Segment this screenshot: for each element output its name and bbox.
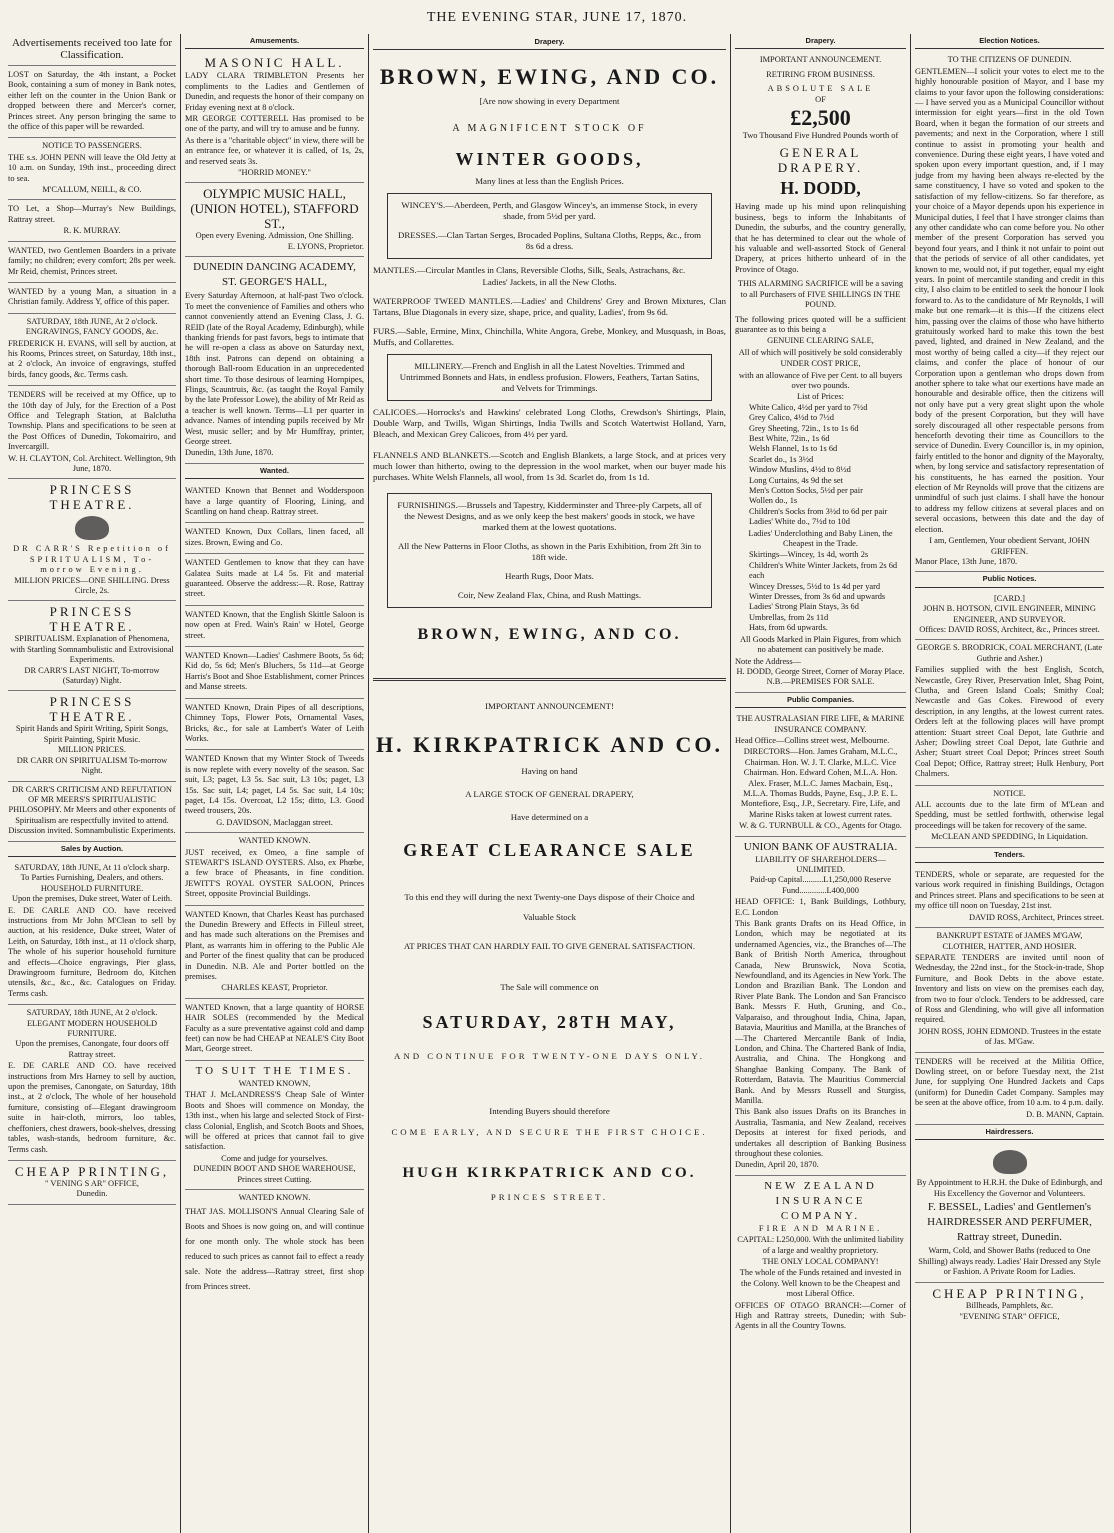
brown-ewing-showing: [Are now showing in every Department	[479, 96, 620, 106]
price-item: Winter Dresses, from 3s 6d and upwards	[749, 592, 886, 602]
ad-wanted-skittle: WANTED Known, that the English Skittle Saloon is now open at Fred. Wain's Rain' w Hotel, George street.	[185, 606, 364, 647]
ad-olympic-music-hall: OLYMPIC MUSIC HALL, (UNION HOTEL), STAFFORD ST., Open every Evening. Admission, One Shilling. E. LYONS, Proprietor.	[185, 183, 364, 257]
magnificent-stock: A MAGNIFICENT STOCK OF	[452, 123, 647, 134]
price-item: Children's Socks from 3½d to 6d per pair	[749, 506, 888, 516]
price-list-2	[735, 550, 906, 633]
ad-wanted-situation: WANTED by a young Man, a situation in a Christian family. Address Y, office of this paper.	[8, 283, 176, 314]
ad-lost: LOST on Saturday, the 4th instant, a Pocket Book, containing a sum of money in Bank notes, either left on the counter in the Union Bank or dropped between there and Mercer's corner, Princes street. Any person bringing the same to the office of this paper will be rewarded.	[8, 66, 176, 138]
ad-princess-theatre-2: PRINCESS THEATRE. SPIRITUALISM. Explanation of Phenomena, with Startling Somnambulistic and Extrovisional Experiments. DR CARR'S LAST NIGHT, To-morrow (Saturday) Night.	[8, 601, 176, 691]
price-item: White Calico, 4½d per yard to 7½d	[749, 402, 868, 412]
ad-notice-passengers: NOTICE TO PASSENGERS. THE s.s. JOHN PENN will leave the Old Jetty at 10 a.m. on Sunday, 19th inst., proceeding direct to sea. M'CALLUM, NEILL, & CO.	[8, 138, 176, 200]
ad-decarle-1: SATURDAY, 18th JUNE, At 11 o'clock sharp. To Parties Furnishing, Dealers, and others. HOUSEHOLD FURNITURE. Upon the premises, Duke street, Water of Leith. E. DE CARLE AND CO. have received instructions from Mr John M'Clean to sell by auction, at his residence, Duke street, Water of Leith, on Saturday, 18th inst., at 11 o'clock sharp, The whole of his superior household furniture and effects—Choice engravings, Pier glass, Drawingroom furniture, Bedroom do, Kitchen utensils, &c., &c., &c. Catalogues on Friday. Terms cash.	[8, 860, 176, 1005]
ad-princess-theatre-3: PRINCESS THEATRE. Spirit Hands and Spirit Writing, Spirit Songs, Spirit Painting, Spirit Music. MILLION PRICES. DR CARR ON SPIRITUALISM To-morrow Night.	[8, 691, 176, 781]
ad-tenders-post-office: TENDERS will be received at my Office, up to the 10th day of July, for the Erection of a Post Office and Telegraph Station, at Balclutha Township. Plans and specifications to be seen at the Post Offices of Dunedin, Tokomairiro, and Invercargill. W. H. CLAYTON, Col. Architect. Wellington, 9th June, 1870.	[8, 386, 176, 479]
ad-cheap-printing-2: CHEAP PRINTING, Billheads, Pamphlets, &c. "EVENING STAR" OFFICE,	[932, 1286, 1087, 1321]
ad-wanted-boarders: WANTED, two Gentlemen Boarders in a private family; no children; every comfort; 28s per week. Mr Reid, chemist, Princes street.	[8, 242, 176, 283]
ad-wanted-oysters: WANTED KNOWN. JUST received, ex Omeo, a fine sample of STEWART'S ISLAND OYSTERS. Also, ex Phœbe, a few brace of Pheasants, in fine condition. JEWITT'S ROYAL OYSTER SALOON, Princes Street, opposite Provincial Buildings.	[185, 833, 364, 905]
column-2	[180, 34, 368, 1533]
price-item: Grey Calico, 4½d to 7½d	[749, 413, 834, 423]
ad-wanted-horse-hair: WANTED Known, that a large quantity of HORSE HAIR SOLES (recommended by the Medical Faculty as a sure preventative against cold and damp feet) can now be had CHEAP at NEALE'S City Boot Mart, George street.	[185, 999, 364, 1061]
ad-wanted-drain-pipes: WANTED Known, Drain Pipes of all descriptions, Chimney Tops, Flower Pots, Ornamental Vases, Bricks, &c., for sale at Lambert's Water of Leith Works.	[185, 699, 364, 751]
price-item: Scarlet do., 1s 3½d	[749, 454, 814, 464]
section-sales-by-auction: Sales by Auction.	[8, 842, 176, 857]
ad-hotson: [CARD.] JOHN B. HOTSON, CIVIL ENGINEER, MINING ENGINEER, AND SURVEYOR. Offices: DAVID ROSS, Architect, &c., Princes street.	[915, 591, 1104, 641]
ad-union-bank: UNION BANK OF AUSTRALIA. LIABILITY OF SHAREHOLDERS—UNLIMITED. Paid-up Capital..........L1,250,000 Reserve Fund.............L400,000 HEAD OFFICE: 1, Bank Buildings, Lothbury, E.C. London This Bank grants Drafts on its Head Office, in London, which may be negotiated at its undernamed Agencies, viz., the Branches of—The Bank of British North America, throughout Canada, New Brunswick, Nova Scotia, Newfoundland, and its Agencies in New York. The London and Brazilian Bank. The London and River Plate Bank. The London and San Francisco Bank. Messrs F. Huth, Gruning, and Co., Valparaiso, and throughout India, China, Japan, Batavia, Mauritius and Manilla, at the Branches of—The Chartered Mercantile Bank of India, London, and China. The Chartered Bank of India, Australia, and China. The Hongkong and Shanghae Banking Company. The Bank of Rotterdam, Batavia. The Mauritius Commercial Bank. And by Messrs Russell and Sturgiss, Manilla. This Bank also issues Drafts on its Branches in Australia, Tasmania, and New Zealand, receives Deposits at interest for fixed periods, and undertakes all description of Banking Business throughout these colonies. Dunedin, April 20, 1870.	[735, 837, 906, 1176]
price-item: Ladies' White do., 7½d to 10d	[749, 517, 850, 527]
section-hairdressers: Hairdressers.	[915, 1125, 1104, 1140]
ad-bessel: By Appointment to H.R.H. the Duke of Edinburgh, and His Excellency the Governor and Volunteers. F. BESSEL, Ladies' and Gentlemen's HAIRDRESSER AND PERFUMER, Rattray street, Dunedin. Warm, Cold, and Shower Baths (reduced to One Shilling) always ready. Ladies' Hair Dressed any Style or Fashion. A Private Room for Ladies.	[915, 1143, 1104, 1283]
section-wanted: Wanted.	[185, 464, 364, 479]
winter-goods: WINTER GOODS,	[455, 149, 644, 169]
ad-carr-refutation: DR CARR'S CRITICISM AND REFUTATION OF MR MEERS'S SPIRITUALISTIC PHILOSOPHY. Mr Meers and other exponents of Spiritualism are respectfully invited to attend. Discussion invited. Somnambulistic Experiments.	[8, 782, 176, 842]
ad-mollison: WANTED KNOWN. THAT JAS. MOLLISON'S Annual Clearing Sale of Boots and Shoes is now going on, and will continue for one month only. The whole stock has been reduced to such prices as cannot fail to effect a ready sale. Note the address—Rattray street, first shop from Princes street.	[185, 1192, 364, 1292]
ad-masonic-hall: MASONIC HALL. LADY CLARA TRIMBLETON Presents her compliments to the Ladies and Gentlemen of Dunedin, and requests the honor of their company on Friday evening next at 8 o'clock. MR GEORGE COTTERELL Has promised to be one of the party, and will try to amuse and be funny. As there is a "charitable object" in view, there will be an entrance fee, or whatever it is called, of 1s, 2s, and reserved seats 3s. "HORRID MONEY."	[185, 52, 364, 183]
price-item: Window Muslins, 4½d to 8½d	[749, 465, 851, 475]
furs: FURS.—Sable, Ermine, Minx, Chinchilla, White Angora, Grebe, Monkey, and Musquash, in Boas, Muffs, and Collarettes.	[373, 326, 726, 347]
masthead: THE EVENING STAR, JUNE 17, 1870.	[426, 10, 688, 25]
section-election-notices: Election Notices.	[915, 34, 1104, 49]
price-item: Long Curtains, 4s 9d the set	[749, 475, 843, 485]
ad-dancing-academy: DUNEDIN DANCING ACADEMY, ST. GEORGE'S HALL, Every Saturday Afternoon, at half-past Two o'clock. To meet the convenience of Families and others who cannot conveniently attend an Evening Class, J. G. REID (late of the Royal Academy, Edinburgh), while thanking friends for past favors, begs to intimate that he will re-open a class as above on Saturday next, 18th inst. Patrons can depend on obtaining a thorough Ball-room Education in an unprecedented short time. To those desirous of learning Hornpipes, Flings, Scauntruis, &c. (as taught the Royal Family by the late Professor Lowe), the ability of Mr Reid as a teacher is well known. Terms—L1 per quarter in advance. Names of intending pupils received by Mr West, music seller; and by Mr Humffray, printer, George street. Dunedin, 13th June, 1870.	[185, 257, 364, 464]
price-item: Umbrellas, from 2s 11d	[749, 612, 829, 622]
price-item: Welsh Flannel, 1s to 1s 6d	[749, 444, 838, 454]
price-item: Skirtings—Wincey, 1s 4d, worth 2s	[749, 550, 869, 560]
price-item: Men's Cotton Socks, 5½d per pair	[749, 486, 863, 495]
ad-griffen-election: TO THE CITIZENS OF DUNEDIN. GENTLEMEN—I solicit your votes to elect me to the highly honourable position of Mayor, and I base my claims to your favor upon the following considerations:— I have served you as a Municipal Councillor without intermission for eight years—first in the old Town Board, when it began the formation of our streets and pavements; and next in the Corporation, where I still continue to assist in promoting your health and convenience. During these eight years, I have voted and spoken upon every important question, and, if I may judge from my having been always re-elected by the same constituency, I have so voted and spoken to the satisfaction of my fellow-citizens. So far therefore, as your choice of a Mayor depends upon his experience in Municipal duties, I feel that I have stronger claims than any other candidate who can come before you. No other member of the present Corporation has served you beyond four years, and I think it not unfair to point out that the periods of service of all other candidates, yet known to me, would not, if put together, equal my eight years. In point of mercantile standing and credit in this city, I also claim to be entitled to seek the honour I look forward to. As to the candidature of Mr Reynolds, I will make but one remark—it is this—If the citizens elect him, passing over the claims of those who have hitherto gratuitously worked hard to make this town the best paved, lighted, and drained in New Zealand, and the most worthy of being called a city—if they reject our claims, and confer the place of honour of our Corporation upon a gentleman who drops down from another sphere to take what our exertions have made an honourable and desirable office, then the citizens will not only have put a very great slight upon the whole body of the present Corporation, but they will have sorely discouraged all other respectable persons from henceforth devoting their time as Councillors to the service of Dunedin. Every Councillor is, in my opinion, fairly entitled to the honor and dignity of the Mayoralty, when, by long service and satisfactory representation of his constituents, he has earned the position. Your election of Mr Reynolds will prove that the citizens are unmindful of such just claims. I shall have the honour to address my fellow citizens at several places and on several occasions, between this date and the day of election. I am, Gentlemen, Your obedient Servant, JOHN GRIFFEN. Manor Place, 13th June, 1870.	[915, 52, 1104, 572]
flannels: FLANNELS AND BLANKETS.—Scotch and English Blankets, a large Stock, and at prices very much lower than hitherto, owing to the depression in the wool market, when our buyer made his purchases. White Welsh Flannels, all wool, from 1s 3d. Scarlet do, from 1s 1d.	[373, 450, 726, 482]
price-item: Hats, from 6d upwards.	[749, 623, 828, 633]
ad-wanted-galatea: WANTED Gentlemen to know that they can have Galatea Suits made at L4 5s. Fit and material guaranteed. Observe the address:—R. Rose, Rattray street.	[185, 554, 364, 606]
section-tenders: Tenders.	[915, 848, 1104, 863]
jackets: Ladies' Jackets, in all the New Cloths.	[482, 277, 617, 287]
column-3	[368, 34, 730, 1533]
ad-bankrupt-mcgaw: BANKRUPT ESTATE of JAMES M'GAW, CLOTHIER, HATTER, AND HOSIER. SEPARATE TENDERS are invited until noon of Wednesday, the 22nd inst., for the Stock-in-trade, Shop Furniture, and Book Debts in the above estate. Inventory and lists on view on the premises each day, from two to four o'clock. Tenders to be addressed, care of Ross and Glendining, who will give all information required. JOHN ROSS, JOHN EDMOND. Trustees in the estate of Jas. M'Gaw.	[915, 928, 1104, 1052]
section-public-companies: Public Companies.	[735, 693, 906, 708]
box-wincey-dresses: WINCEY'S.—Aberdeen, Perth, and Glasgow Wincey's, an immense Stock, in every shade, from 5½d per yard. DRESSES.—Clan Tartan Serges, Brocaded Poplins, Sultana Cloths, Repps, &c., from 8s 6d a dress.	[387, 193, 712, 259]
column-5	[910, 34, 1108, 1533]
section-drapery-2: Drapery.	[735, 34, 906, 49]
price-item: Wincey Dresses, 5½d to 1s 4d per yard	[749, 581, 881, 591]
price-item: Best White, 72in., 1s 6d	[749, 433, 830, 443]
ad-mclean-notice: NOTICE. ALL accounts due to the late firm of M'Lean and Spedding, must be settled forthwith, otherwise legal proceedings will be taken for recovery of the same. McCLEAN AND SPEDDING, In Liquidation.	[915, 786, 1104, 848]
ad-wanted-tweeds: WANTED Known that my Winter Stock of Tweeds is now replete with every novelty of the season. Sac suit, L3; paget, L3 5s. Sac suit, L3 10s; paget, L3 15s. Sac suit, L4; paget, L4 5s. Sac suit, L4 10s; paget, L4 15s. Overcoat, L2 15s; ditto, L3. Good tweed trousers, 20s. G. DAVIDSON, Maclaggan street.	[185, 750, 364, 833]
section-public-notices: Public Notices.	[915, 572, 1104, 587]
box-furnishings: FURNISHINGS.—Brussels and Tapestry, Kidderminster and Three-ply Carpets, all of the Newest Designs, and as we only keep the best makers' goods in stock, we have marked them at the lowest quotations. All the New Patterns in Floor Cloths, as shown in the Paris Exhibition, from 2ft 3in to 18ft wide. Hearth Rugs, Door Mats. Coir, New Zealand Flax, China, and Rush Mattings.	[387, 493, 712, 608]
royal-crest-icon	[75, 516, 109, 540]
ad-mclandress: TO SUIT THE TIMES. WANTED KNOWN, THAT J. McLANDRESS'S Cheap Sale of Winter Boots and Shoes will commence on Monday, the 13th inst., when his large and selected Stock of First-class Colonial, English, and Scotch Boots and Shoes, will be offered at prices that cannot fail to give satisfaction. Come and judge for yourselves. DUNEDIN BOOT AND SHOE WAREHOUSE, Princes street Cutting.	[185, 1061, 364, 1190]
ad-ross-tenders: TENDERS, whole or separate, are requested for the various work required in finishing Buildings, Octagon and Princes street. Plans and specifications to be seen at my office till noon on Tuesday, 21st inst. DAVID ROSS, Architect, Princes street.	[915, 866, 1104, 928]
ad-dodd: IMPORTANT ANNOUNCEMENT. RETIRING FROM BUSINESS. ABSOLUTE SALE OF £2,500 Two Thousand Five Hundred Pounds worth of GENERAL DRAPERY. H. DODD, Having made up his mind upon relinquishing business, begs to inform the Inhabitants of Dunedin, the suburbs, and the country generally, that he has determined to clear out the whole of his valuable and well-assorted Stock of General Drapery, at prices hitherto unheard of in the Province of Otago. THIS ALARMING SACRIFICE will be a saving to all Purchasers of FIVE SHILLINGS IN THE POUND. The following prices quoted will be a sufficient guarantee as to this being a GENUINE CLEARING SALE, All of which will positively be sold considerably UNDER COST PRICE, with an allowance of Five per Cent. to all buyers over two pounds. List of Prices: White Calico, 4½d per yard to 7½d Grey Calico, 4½d to 7½d Grey Sheeting, 72in., 1s to 1s 6d Best White, 72in., 1s 6d Welsh Flannel, 1s to 1s 6d Scarlet do., 1s 3½d Window Muslins, 4½d to 8½d Long Curtains, 4s 9d the set Men's Cotton Socks, 5½d per pair Wollen do., 1s Children's Socks from 3½d to 6d per pair Ladies' White do., 7½d to 10d Ladies' Underclothing and Baby Linen, the Cheapest in the Trade. Skirtings—Wincey, 1s 4d, worth 2s Children's White Winter Jackets, from 2s 6d each Wincey Dresses, 5½d to 1s 4d per yard Winter Dresses, from 3s 6d and upwards Ladies' Strong Plain Stays, 3s 6d Umbrellas, from 2s 11d Hats, from 6d upwards. All Goods Marked in Plain Figures, from which no abatement can positively be made. Note the Address— H. DODD, George Street, Corner of Moray Place. N.B.—PREMISES FOR SALE.	[735, 52, 906, 692]
ad-princess-theatre-1: PRINCESS THEATRE. DR CARR'S Repetition of SPIRITUALISM, To-morrow Evening. MILLION PRICES—ONE SHILLING. Dress Circle, 2s.	[8, 479, 176, 601]
price-list	[735, 403, 906, 528]
brown-ewing-title: BROWN, EWING, AND CO.	[379, 64, 720, 89]
section-amusements: Amusements.	[185, 34, 364, 49]
ad-nz-insurance: NEW ZEALAND INSURANCE COMPANY. FIRE AND MARINE. CAPITAL: L250,000. With the unlimited liability of a large and wealthy proprietory. THE ONLY LOCAL COMPANY! The whole of the Funds retained and invested in the Colony. Well known to be the Cheapest and most Liberal Office. OFFICES OF OTAGO BRANCH:—Corner of High and Rattray streets, Dunedin; with Sub-Agents in all the Country Towns.	[735, 1179, 906, 1331]
royal-crest-icon	[993, 1150, 1027, 1174]
ad-evans-sale: SATURDAY, 18th JUNE, At 2 o'clock. ENGRAVINGS, FANCY GOODS, &c. FREDERICK H. EVANS, will sell by auction, at his Rooms, Princes street, on Saturday, 18th inst., at 2 o'clock, An invoice of engravings, stuffed birds, fancy goods, &c. Terms cash.	[8, 314, 176, 386]
ad-wanted-keast: WANTED Known, that Charles Keast has purchased the Dunedin Brewery and Effects in Filleul street, and has made such alterations on the Premises and Plant, as warrants him in offering to the Public Ale and Porter of the finest quality that can be produced in Dunedin. N.B. Ale and Porter bottled on the premises. CHARLES KEAST, Proprietor.	[185, 906, 364, 999]
ad-militia-tenders: TENDERS will be received at the Militia Office, Dowling street, on or before Tuesday next, the 21st June, for supplying One Hundred Jackets and Caps (uniform) for Dunedin Cadet Company. Samples may be seen at the above office, from 10 a.m. to 4 p.m. daily. D. B. MANN, Captain.	[915, 1053, 1104, 1125]
ad-to-let: TO Let, a Shop—Murray's New Buildings, Rattray street. R. K. MURRAY.	[8, 200, 176, 241]
brown-ewing-footer: BROWN, EWING, AND CO.	[417, 626, 682, 643]
ad-wanted-collars: WANTED Known, Dux Collars, linen faced, all sizes. Brown, Ewing and Co.	[185, 523, 364, 554]
price-item: Wollen do., 1s	[749, 496, 798, 506]
price-item: Children's White Winter Jackets, from 2s 6d each	[749, 560, 898, 581]
late-ads-title: Advertisements received too late for Classification.	[8, 34, 176, 66]
section-drapery: Drapery.	[373, 34, 726, 50]
kirkpatrick-ad: IMPORTANT ANNOUNCEMENT! H. KIRKPATRICK AND CO. Having on hand A LARGE STOCK OF GENERAL DRAPERY, Have determined on a GREAT CLEARANCE SALE To this end they will during the next Twenty-one Days dispose of their Choice and Valuable Stock AT PRICES THAT CAN HARDLY FAIL TO GIVE GENERAL SATISFACTION. The Sale will commence on SATURDAY, 28TH MAY, AND CONTINUE FOR TWENTY-ONE DAYS ONLY. Intending Buyers should therefore COME EARLY, AND SECURE THE FIRST CHOICE. HUGH KIRKPATRICK AND CO. PRINCES STREET.	[373, 678, 726, 1203]
mantles: MANTLES.—Circular Mantles in Clans, Reversible Cloths, Silk, Seals, Astrachans, &c.	[373, 265, 686, 275]
ad-decarle-2: SATURDAY, 18th JUNE, At 2 o'clock. ELEGANT MODERN HOUSEHOLD FURNITURE. Upon the premises, Canongate, four doors off Rattray street. E. DE CARLE AND CO. have received instructions from Mrs Harney to sell by auction, upon the premises, Canongate, on Saturday, 18th inst., at 2 o'clock, The whole of her household furniture, consisting of—Elegant drawingroom suite in hair-cloth, mirrors, loo tables, cheffoniers, chest drawers, book-shelves, dressing tables, wash-stands, bedroom furniture, &c. Terms cash.	[8, 1005, 176, 1161]
ad-cheap-printing-1: CHEAP PRINTING, " VENING S AR" OFFICE, Dunedin.	[8, 1161, 176, 1205]
ad-australasian-insurance: THE AUSTRALASIAN FIRE LIFE, & MARINE INSURANCE COMPANY. Head Office—Collins street west, Melbourne. DIRECTORS—Hon. James Graham, M.L.C., Chairman. Hon. W. J. T. Clarke, M.L.C. Vice Chairman. Hon. Edward Cohen, M.L.A. Hon. Alex. Fraser, M.L.C. James Macbain, Esq., M.L.A. Thomas Budds, Payne, Esq., J.P. E. L. Montefiore, Esq., J.P., Secretary. Fire, Life, and Marine Risks taken at lowest current rates. W. & G. TURNBULL & CO., Agents for Otago.	[735, 711, 906, 836]
price-item: Grey Sheeting, 72in., 1s to 1s 6d	[749, 423, 859, 433]
column-4	[730, 34, 910, 1533]
ad-wanted-boots: WANTED Known—Ladies' Cashmere Boots, 5s 6d; Kid do, 5s 6d; Men's Bluchers, 5s 11d—at George Harris's Boot and Shoe Establishment, corner Princes and Manse streets.	[185, 647, 364, 699]
newspaper-columns	[4, 34, 1110, 1533]
price-item: Ladies' Strong Plain Stays, 3s 6d	[749, 602, 859, 612]
less-than-english: Many lines at less than the English Prices.	[475, 176, 624, 186]
ad-brodrick: GEORGE S. BRODRICK, COAL MERCHANT, (Late Guthrie and Asher.) Families supplied with the best English, Scotch, Newcastle, Grey River, Preservation Inlet, Shag Point, Clutha, and Green Island Coals; Smithy Coal; Newcastle and Gas Cokes. Firewood of every description, in any lengths, at the lowest current rates. Orders left at the following places will have prompt attention: Stuart street Coal Depot, late Guthrie and Asher; Dowling street Coal Depot, late Guthrie and Asher; Stuart street Coal Depot; Princes street South Coal Depot; Office, Rattray street; Hulk Henbury, Port Chalmers.	[915, 640, 1104, 785]
ad-wanted-bennet: WANTED Known that Bennet and Wodderspoon have a large quantity of Flooring, Lining, and Scantling on hand cheap. Rattray street.	[185, 482, 364, 523]
calicoes: CALICOES.—Horrocks's and Hawkins' celebrated Long Cloths, Crewdson's Shirtings, Plain, Double Warp, and Twills, Wigan Shirtings, India Twills and Scotch Watertwist Holland, Yarn, Bleach, and Mexican Grey Calicoes, from 4½ per yard.	[373, 407, 726, 439]
waterproof-mantles: WATERPROOF TWEED MANTLES.—Ladies' and Childrens' Grey and Brown Mixtures, Clan Tartans, Blue Diagonals in every size, shape, price, and quality, Ladies', from 9s 6d.	[373, 296, 726, 317]
column-1	[4, 34, 180, 1533]
box-millinery: MILLINERY.—French and English in all the Latest Novelties. Trimmed and Untrimmed Bonnets and Hats, in endless profusion. Flowers, Feathers, Tartan Satins, and Velvets for Trimmings.	[387, 354, 712, 401]
